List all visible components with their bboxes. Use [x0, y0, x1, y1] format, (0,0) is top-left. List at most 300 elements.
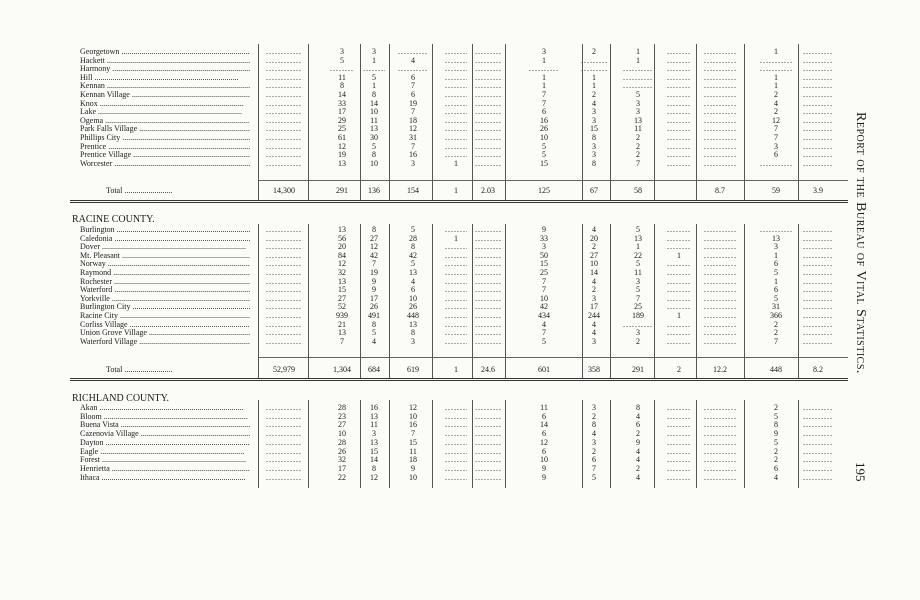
cell-value: 3	[592, 403, 596, 412]
column-rule	[432, 224, 433, 378]
cell-value: 3	[636, 98, 640, 108]
cell-value: 19	[338, 150, 346, 160]
cell-value: 18	[409, 455, 417, 465]
cell-value: 16	[370, 403, 378, 412]
cell-value: 2	[592, 47, 596, 56]
cell-value: 5	[542, 150, 546, 160]
cell-value: 29	[338, 115, 346, 125]
cell-value: 4	[592, 276, 596, 286]
cell-value: 8	[372, 225, 376, 234]
double-rule	[70, 200, 848, 203]
column-rule	[389, 44, 390, 200]
cell-value: 1	[542, 55, 546, 65]
leader-dots	[667, 337, 691, 346]
cell-value: 291	[336, 186, 348, 195]
cell-value: 4	[592, 319, 596, 329]
cell-value: 4	[636, 455, 640, 465]
cell-value: 8	[636, 403, 640, 412]
cell-value: 1	[677, 250, 681, 260]
cell-value: 10	[540, 293, 548, 303]
cell-value: 25	[634, 302, 642, 312]
cell-value: 11	[540, 403, 548, 412]
table-row	[0, 447, 860, 456]
cell-value: 6	[542, 446, 546, 456]
cell-value: 1	[592, 81, 596, 91]
leader-dots	[704, 447, 736, 456]
cell-value: 3	[636, 276, 640, 286]
place-name: Rochester .....	[80, 277, 250, 286]
cell-value: 28	[409, 233, 417, 243]
column-rule	[472, 44, 473, 200]
cell-value: 61	[338, 133, 346, 142]
cell-value: 3	[340, 47, 344, 56]
cell-value: 2	[592, 285, 596, 295]
running-title: Report of the Bureau of Vital Statistics.	[853, 112, 868, 374]
cell-value: 6	[411, 72, 415, 82]
cell-value: 5	[774, 293, 778, 303]
cell-value: 8.7	[715, 186, 725, 195]
cell-value: 12	[409, 403, 417, 412]
place-name: Ogema .....	[80, 116, 250, 125]
leader-dots	[704, 337, 736, 346]
cell-value: 12.2	[713, 365, 727, 374]
cell-value: 11	[370, 420, 378, 430]
table-row	[0, 337, 860, 346]
cell-value: 11	[338, 72, 346, 82]
cell-value: 14	[338, 90, 346, 99]
cell-value: 16	[540, 115, 548, 125]
cell-value: 14	[590, 268, 598, 277]
cell-value: 16	[409, 150, 417, 160]
leader-dots	[803, 429, 833, 438]
leader-dots	[803, 412, 833, 421]
column-rule	[582, 44, 583, 200]
cell-value: 448	[770, 365, 782, 374]
leader-dots	[667, 455, 691, 464]
leader-dots	[803, 464, 833, 473]
cell-value: 3	[592, 437, 596, 447]
cell-value: 1	[454, 233, 458, 243]
cell-value: 28	[338, 403, 346, 412]
cell-value: 434	[538, 311, 550, 320]
cell-value: 14	[370, 98, 378, 108]
cell-value: 56	[338, 233, 346, 243]
leader-dots	[445, 438, 467, 447]
place-name: Racine City .....	[80, 311, 250, 320]
cell-value: 8	[372, 463, 376, 473]
cell-value: 2	[774, 455, 778, 465]
cell-value: 291	[632, 365, 644, 374]
cell-value: 22	[634, 250, 642, 260]
place-name: Union Grove Village .....	[80, 328, 250, 337]
cell-value: 12	[338, 259, 346, 269]
place-name: Harmony .....	[80, 64, 250, 73]
place-name: Hill .....	[80, 73, 250, 82]
cell-value: 14,300	[273, 186, 295, 195]
cell-value: 7	[411, 107, 415, 117]
column-rule	[308, 224, 309, 378]
cell-value: 2	[677, 365, 681, 374]
cell-value: 2	[592, 90, 596, 99]
cell-value: 5	[340, 55, 344, 65]
cell-value: 2	[636, 463, 640, 473]
cell-value: 5	[592, 472, 596, 482]
cell-value: 10	[409, 293, 417, 303]
leader-dots	[266, 464, 302, 473]
cell-value: 13	[338, 158, 346, 168]
column-rule	[258, 224, 259, 378]
column-rule	[432, 400, 433, 488]
cell-value: 3	[592, 107, 596, 117]
cell-value: 9	[411, 463, 415, 473]
cell-value: 1	[774, 72, 778, 82]
leader-dots	[266, 403, 302, 412]
place-name: Caledonia .....	[80, 234, 250, 243]
cell-value: 20	[338, 242, 346, 252]
leader-dots	[803, 420, 833, 429]
leader-dots	[475, 438, 501, 447]
cell-value: 13	[370, 124, 378, 134]
place-name: Lake .....	[80, 107, 250, 116]
cell-value: 10	[540, 133, 548, 142]
cell-value: 1	[542, 72, 546, 82]
cell-value: 8	[411, 328, 415, 338]
leader-dots	[704, 403, 736, 412]
leader-dots	[803, 447, 833, 456]
county-header: RACINE COUNTY.	[72, 214, 155, 225]
cell-value: 50	[540, 250, 548, 260]
leader-dots	[266, 429, 302, 438]
cell-value: 19	[409, 98, 417, 108]
cell-value: 6	[542, 429, 546, 439]
cell-value: 12	[772, 115, 780, 125]
leader-dots	[445, 337, 467, 346]
cell-value: 13	[370, 437, 378, 447]
cell-value: 1	[636, 47, 640, 56]
cell-value: 491	[368, 311, 380, 320]
cell-value: 6	[774, 259, 778, 269]
column-rule	[744, 44, 745, 200]
cell-value: 25	[540, 268, 548, 277]
county-header: RICHLAND COUNTY.	[72, 393, 170, 404]
column-rule	[798, 400, 799, 488]
cell-value: 20	[590, 233, 598, 243]
leader-dots	[704, 473, 736, 482]
cell-value: 4	[774, 472, 778, 482]
cell-value: 4	[592, 98, 596, 108]
cell-value: 366	[770, 311, 782, 320]
column-rule	[610, 224, 611, 378]
cell-value: 12	[338, 141, 346, 151]
column-rule	[505, 224, 506, 378]
cell-value: 11	[409, 446, 417, 456]
place-name: Knox .....	[80, 99, 250, 108]
leader-dots	[803, 438, 833, 447]
column-rule	[610, 400, 611, 488]
total-label: Total .....	[106, 365, 276, 374]
leader-dots	[475, 403, 501, 412]
cell-value: 6	[774, 285, 778, 295]
cell-value: 154	[407, 186, 419, 195]
leader-dots	[475, 412, 501, 421]
column-rule	[258, 400, 259, 488]
cell-value: 5	[411, 259, 415, 269]
leader-dots	[445, 447, 467, 456]
cell-value: 7	[542, 98, 546, 108]
cell-value: 14	[370, 455, 378, 465]
place-name: Norway .....	[80, 259, 250, 268]
cell-value: 4	[636, 446, 640, 456]
leader-dots	[475, 420, 501, 429]
cell-value: 8	[340, 81, 344, 91]
cell-value: 3	[542, 242, 546, 252]
cell-value: 7	[636, 158, 640, 168]
place-name: Worcester .....	[80, 159, 250, 168]
cell-value: 10	[370, 107, 378, 117]
place-name: Dover .....	[80, 242, 250, 251]
column-rule	[505, 400, 506, 488]
cell-value: 10	[409, 411, 417, 421]
leader-dots	[475, 447, 501, 456]
place-name: Waterford Village .....	[80, 337, 250, 346]
cell-value: 7	[774, 133, 778, 142]
cell-value: 1	[454, 365, 458, 374]
cell-value: 9	[542, 472, 546, 482]
cell-value: 4	[411, 55, 415, 65]
cell-value: 5	[636, 285, 640, 295]
cell-value: 59	[772, 186, 780, 195]
leader-dots	[445, 403, 467, 412]
column-rule	[696, 44, 697, 200]
cell-value: 8	[372, 319, 376, 329]
cell-value: 2	[592, 446, 596, 456]
column-rule	[472, 224, 473, 378]
cell-value: 4	[542, 319, 546, 329]
table-row	[0, 473, 860, 482]
leader-dots	[667, 464, 691, 473]
cell-value: 8	[372, 150, 376, 160]
cell-value: 13	[409, 319, 417, 329]
cell-value: 10	[590, 259, 598, 269]
cell-value: 33	[338, 98, 346, 108]
table-row	[0, 159, 860, 168]
cell-value: 1	[372, 55, 376, 65]
cell-value: 2	[636, 133, 640, 142]
cell-value: 6	[774, 150, 778, 160]
cell-value: 11	[634, 268, 642, 277]
leader-dots	[266, 455, 302, 464]
cell-value: 17	[338, 463, 346, 473]
cell-value: 3	[411, 336, 415, 346]
column-rule	[308, 44, 309, 200]
leader-dots	[266, 337, 302, 346]
leader-dots	[475, 455, 501, 464]
column-rule	[798, 44, 799, 200]
place-name: Eagle .....	[80, 447, 250, 456]
page-number: 195	[853, 462, 868, 482]
leader-dots	[266, 473, 302, 482]
cell-value: 1	[677, 311, 681, 320]
cell-value: 16	[409, 420, 417, 430]
cell-value: 9	[372, 285, 376, 295]
cell-value: 27	[370, 233, 378, 243]
leader-dots	[704, 159, 736, 168]
cell-value: 15	[540, 259, 548, 269]
place-name: Bloom .....	[80, 412, 250, 421]
cell-value: 15	[338, 285, 346, 295]
column-rule	[505, 44, 506, 200]
place-name: Park Falls Village .....	[80, 124, 250, 133]
cell-value: 4	[592, 328, 596, 338]
cell-value: 27	[338, 420, 346, 430]
cell-value: 13	[634, 233, 642, 243]
cell-value: 684	[368, 365, 380, 374]
place-name: Prentice Village .....	[80, 150, 250, 159]
cell-value: 3	[592, 336, 596, 346]
cell-value: 6	[592, 455, 596, 465]
place-name: Waterford .....	[80, 285, 250, 294]
place-name: Cazenovia Village .....	[80, 429, 250, 438]
cell-value: 26	[338, 446, 346, 456]
cell-value: 30	[370, 133, 378, 142]
cell-value: 7	[592, 463, 596, 473]
cell-value: 2	[774, 403, 778, 412]
column-rule	[389, 224, 390, 378]
place-name: Ithaca .....	[80, 473, 250, 482]
cell-value: 3	[592, 293, 596, 303]
cell-value: 3	[592, 115, 596, 125]
cell-value: 5	[542, 336, 546, 346]
cell-value: 13	[634, 115, 642, 125]
column-rule	[389, 400, 390, 488]
cell-value: 189	[632, 311, 644, 320]
cell-value: 1	[454, 158, 458, 168]
cell-value: 58	[634, 186, 642, 195]
leader-dots	[667, 420, 691, 429]
cell-value: 5	[636, 225, 640, 234]
column-rule	[472, 400, 473, 488]
cell-value: 7	[340, 336, 344, 346]
cell-value: 2	[592, 242, 596, 252]
table-row	[0, 412, 860, 421]
leader-dots	[667, 438, 691, 447]
cell-value: 9	[542, 225, 546, 234]
leader-dots	[445, 455, 467, 464]
cell-value: 3	[774, 141, 778, 151]
leader-dots	[803, 473, 833, 482]
table-row	[0, 438, 860, 447]
cell-value: 8	[592, 420, 596, 430]
cell-value: 13	[772, 233, 780, 243]
leader-dots	[266, 412, 302, 421]
cell-value: 17	[590, 302, 598, 312]
cell-value: 2	[774, 319, 778, 329]
cell-value: 2	[774, 446, 778, 456]
leader-dots	[667, 447, 691, 456]
column-rule	[696, 400, 697, 488]
column-rule	[582, 224, 583, 378]
column-rule	[654, 224, 655, 378]
cell-value: 7	[542, 328, 546, 338]
cell-value: 10	[338, 429, 346, 439]
cell-value: 3	[774, 242, 778, 252]
cell-value: 7	[542, 276, 546, 286]
column-rule	[654, 400, 655, 488]
cell-value: 6	[411, 285, 415, 295]
leader-dots	[667, 429, 691, 438]
cell-value: 1	[542, 81, 546, 91]
cell-value: 6	[411, 90, 415, 99]
cell-value: 8	[592, 158, 596, 168]
cell-value: 84	[338, 250, 346, 260]
cell-value: 5	[542, 141, 546, 151]
cell-value: 2	[592, 411, 596, 421]
cell-value: 3	[592, 141, 596, 151]
cell-value: 2.03	[481, 186, 495, 195]
cell-value: 67	[590, 186, 598, 195]
cell-value: 4	[411, 276, 415, 286]
leader-dots	[667, 473, 691, 482]
place-name: Henrietta .....	[80, 464, 250, 473]
column-rule	[610, 44, 611, 200]
cell-value: 32	[338, 455, 346, 465]
cell-value: 125	[538, 186, 550, 195]
cell-value: 6	[774, 463, 778, 473]
cell-value: 7	[774, 124, 778, 134]
cell-value: 4	[774, 98, 778, 108]
cell-value: 5	[774, 268, 778, 277]
cell-value: 5	[372, 141, 376, 151]
cell-value: 15	[590, 124, 598, 134]
cell-value: 8	[372, 90, 376, 99]
cell-value: 6	[636, 420, 640, 430]
cell-value: 26	[540, 124, 548, 134]
leader-dots	[475, 337, 501, 346]
cell-value: 7	[411, 429, 415, 439]
place-name: Phillips City .....	[80, 133, 250, 142]
column-rule	[360, 224, 361, 378]
cell-value: 12	[370, 472, 378, 482]
leader-dots	[475, 159, 501, 168]
cell-value: 21	[338, 319, 346, 329]
place-name: Hackett .....	[80, 56, 250, 65]
cell-value: 5	[636, 259, 640, 269]
cell-value: 1	[774, 250, 778, 260]
leader-dots	[266, 438, 302, 447]
column-rule	[360, 400, 361, 488]
cell-value: 9	[774, 429, 778, 439]
leader-dots	[667, 403, 691, 412]
table-row	[0, 429, 860, 438]
rule	[258, 357, 848, 358]
cell-value: 2	[636, 429, 640, 439]
total-row	[0, 365, 860, 374]
cell-value: 15	[540, 158, 548, 168]
leader-dots	[704, 464, 736, 473]
leader-dots	[803, 337, 833, 346]
cell-value: 6	[542, 411, 546, 421]
cell-value: 1	[372, 81, 376, 91]
cell-value: 13	[338, 276, 346, 286]
cell-value: 10	[370, 158, 378, 168]
total-label: Total .....	[106, 186, 276, 195]
cell-value: 13	[370, 411, 378, 421]
leader-dots	[266, 447, 302, 456]
cell-value: 619	[407, 365, 419, 374]
leader-dots	[475, 429, 501, 438]
cell-value: 939	[336, 311, 348, 320]
cell-value: 244	[588, 311, 600, 320]
